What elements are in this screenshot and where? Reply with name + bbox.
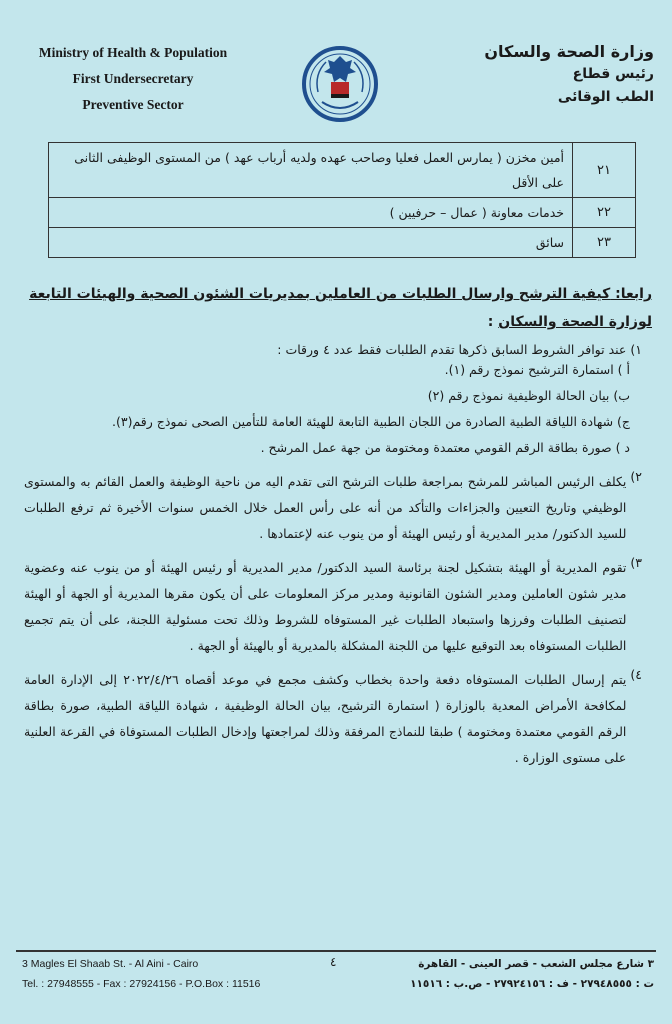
item-number: ١) (630, 342, 642, 357)
ministry-logo-icon (300, 44, 380, 126)
row-number: ٢١ (573, 143, 636, 198)
header-ar-line-sector: الطب الوقائى (557, 89, 654, 105)
footer-ar-address: ٣ شارع مجلس الشعب - قصر العينى - القاهرة (418, 958, 654, 970)
section-heading (24, 280, 652, 336)
list-item (24, 555, 652, 659)
header-arabic (454, 40, 654, 109)
footer-en-address: 3 Magles El Shaab St. - Al Aini - Cairo (22, 958, 199, 970)
item-text: تقوم المديرية أو الهيئة بتشكيل لجنة برئاسة السيد الدكتور/ مدير المديرية أو رئيس الهيئة أو من ينوب عنه وعضوية مدير شئون العاملين ومدير الشئون القانونية ومدير مركز المعلومات على أن يكون مقرها المديرية أو الجهة أو الهيئة لتصنيف الطلبات وفرزها واستبعاد الطلبات غير المستوفاه للشروط وذلك تحت مسئولية اللجنة، على أن يتم تجميع الطلبات المستوفاه بعد التوقيع عليها من اللجنة المشكلة بالمديرية أو بالهيئة أو الجهة . (24, 560, 627, 653)
section-heading-suffix: : (487, 314, 499, 330)
list-item (24, 667, 652, 771)
header-ar-line-head: رئيس قطاع (572, 66, 654, 82)
page-number: ٤ (330, 955, 337, 969)
header-en-line-ministry: Ministry of Health & Population (38, 45, 228, 60)
row-text: أمين مخزن ( يمارس العمل فعليا وصاحب عهده ولديه أرباب عهد ) من المستوى الوظيفى الثانى على الأقل (49, 143, 573, 198)
item-number: ٢) (630, 469, 642, 484)
header-en-line-sector: Preventive Sector (82, 97, 184, 112)
row-text: خدمات معاونة ( عمال – حرفيين ) (49, 198, 573, 228)
footer-en-contact: Tel. : 27948555 - Fax : 27924156 - P.O.Box : 11516 (22, 978, 261, 990)
table-row (49, 143, 636, 198)
footer-english (22, 954, 322, 994)
table-row (49, 198, 636, 228)
footer-ar-contact: ت : ٢٧٩٤٨٥٥٥ - ف : ٢٧٩٢٤١٥٦ - ص.ب : ١١٥١٦ (410, 978, 654, 990)
sub-item: أ ) استمارة الترشيح نموذج رقم (١). (444, 362, 630, 377)
row-number: ٢٢ (573, 198, 636, 228)
item-text: يكلف الرئيس المباشر للمرشح بمراجعة طلبات الترشح التى تقدم اليه من ناحية الوظيفة والعمل القائم به والمستوى الوظيفي وتاريخ التعيين والجزاءات والتأكد من أنه على رأس العمل خلال الخمس سنوات الأخيرة ثم ترفع الطلبات للسيد الدكتور/ مدير المديرية أو رئيس الهيئة أو من ينوب عنه لإعتمادها . (24, 474, 627, 541)
footer-arabic (354, 954, 654, 994)
list-item (24, 469, 652, 547)
list-item (24, 342, 652, 357)
document-body (24, 280, 652, 771)
sub-item: ج) شهادة اللياقة الطبية الصادرة من اللجان الطبية التابعة للهيئة العامة للتأمين الصحى نموذج رقم(٣). (112, 414, 630, 429)
header-en-line-undersecretary: First Undersecretary (72, 71, 194, 86)
footer-divider (16, 950, 656, 952)
sub-item: ب) بيان الحالة الوظيفية نموذج رقم (٢) (427, 388, 630, 403)
header-ar-line-ministry: وزارة الصحة والسكان (484, 42, 654, 61)
table-row (49, 228, 636, 258)
header-english (18, 40, 248, 118)
item-number: ٤) (630, 667, 642, 682)
item-text: عند توافر الشروط السابق ذكرها تقدم الطلبات فقط عدد ٤ ورقات : (277, 342, 627, 357)
row-text: سائق (49, 228, 573, 258)
section-heading-prefix: رابعا: (610, 286, 652, 302)
item-text: يتم إرسال الطلبات المستوفاه دفعة واحدة بخطاب وكشف مجمع في موعد أقصاه ٢٠٢٢/٤/٢٦ إلى الإدارة العامة لمكافحة الأمراض المعدية بالوزارة ( استمارة الترشيح، بيان الحالة الوظيفية ، شهادة اللياقة الطبية، صورة بطاقة الرقم القومي معتمدة ومختومة ) طبقا للنماذج المرفقة وذلك لمراجعتها وإدخال الطلبات المستوفاة في القرعة العلنية على مستوى الوزارة . (24, 672, 627, 765)
item-number: ٣) (630, 555, 642, 570)
jobs-table (48, 142, 636, 258)
section-heading-text: كيفية الترشح وارسال الطلبات من العاملين بمديريات الشئون الصحية والهيئات التابعة لوزارة الصحة والسكان (29, 286, 652, 330)
row-number: ٢٣ (573, 228, 636, 258)
sub-item: د ) صورة بطاقة الرقم القومي معتمدة ومختومة من جهة عمل المرشح . (260, 440, 630, 455)
